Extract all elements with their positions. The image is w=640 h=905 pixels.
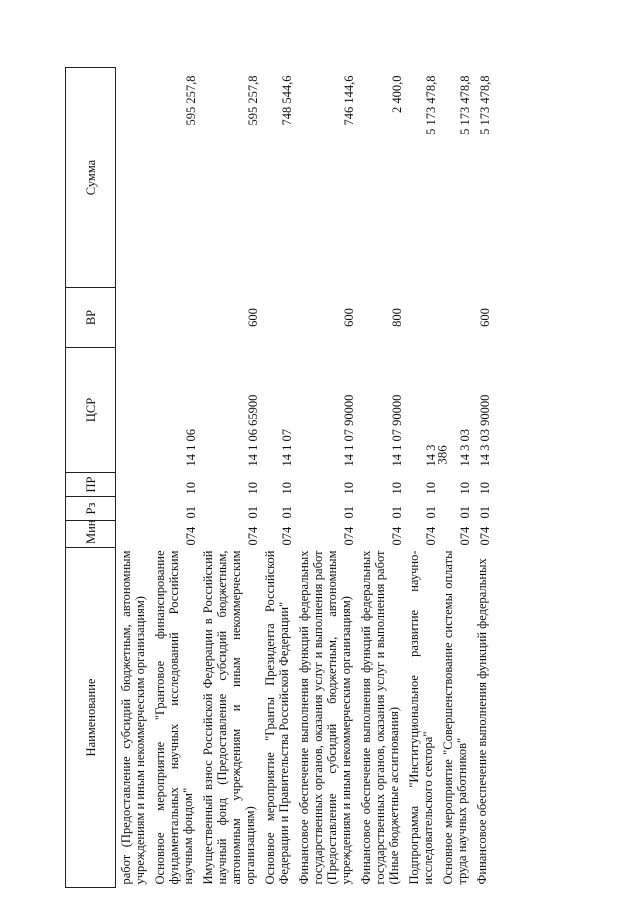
header-name: Наименование <box>66 548 116 888</box>
cell-rz: 01 <box>184 506 198 519</box>
cell-name: работ (Предоставление субсидий бюджетным, автономным учреждениям и иным некоммерческим организациям) <box>119 550 147 885</box>
cell-rz <box>116 497 151 521</box>
cell-name: Финансовое обеспечение выполнения функций федеральных государственных органов, оказания услуг и выполнения работ (Предоставление субсидий бюджетным, автономным учреждениям и иным некоммерческим организациям) <box>297 550 353 885</box>
cell-vr <box>116 288 151 348</box>
cell-pr: 10 <box>342 482 356 495</box>
cell-name: Имущественный взнос Российской Федерации в Российский научный фонд (Предоставление субсидий бюджетным, автономным учреждениям и иным некоммерческим организациям) <box>201 550 257 885</box>
cell-pr: 10 <box>458 482 472 495</box>
cell-sum: 5 173 478,8 <box>424 75 438 135</box>
cell-rz: 01 <box>246 506 260 519</box>
cell-rz: 01 <box>342 506 356 519</box>
table-row <box>198 68 260 888</box>
table-row <box>356 68 404 888</box>
table-row <box>472 68 492 888</box>
table-body <box>116 68 493 888</box>
cell-min: 074 <box>458 526 472 546</box>
cell-min: 074 <box>478 526 492 546</box>
page-number: 386 <box>434 445 450 465</box>
cell-vr: 600 <box>342 308 356 327</box>
cell-name: Финансовое обеспечение выполнения функций федеральных государственных органов, оказания услуг и выполнения работ (Иные бюджетные ассигнования) <box>359 550 401 885</box>
cell-rz: 01 <box>424 506 438 519</box>
header-rz: Рз <box>66 497 116 521</box>
cell-min: 074 <box>246 526 260 546</box>
cell-min: 074 <box>390 526 404 546</box>
rotated-page <box>65 68 575 888</box>
table-row <box>404 68 438 888</box>
table-row <box>438 68 472 888</box>
header-min: Мин <box>66 521 116 548</box>
header-pr: ПР <box>66 473 116 497</box>
table-header-row <box>66 68 116 888</box>
cell-min: 074 <box>184 526 198 546</box>
cell-sum: 2 400,0 <box>390 75 404 113</box>
cell-min: 074 <box>280 526 294 546</box>
cell-vr <box>150 288 198 348</box>
cell-pr: 10 <box>424 482 438 495</box>
cell-rz: 01 <box>458 506 472 519</box>
cell-vr: 600 <box>246 308 260 327</box>
header-sum: Сумма <box>66 68 116 288</box>
cell-vr: 600 <box>478 308 492 327</box>
cell-pr: 10 <box>184 482 198 495</box>
cell-name: Подпрограмма "Институциональное развитие научно-исследовательского сектора" <box>407 550 435 885</box>
cell-rz: 01 <box>478 506 492 519</box>
cell-csr: 14 1 07 90000 <box>342 394 356 467</box>
table-row <box>150 68 198 888</box>
cell-pr <box>116 473 151 497</box>
cell-sum: 5 173 478,8 <box>458 75 472 135</box>
cell-min: 074 <box>424 526 438 546</box>
cell-csr: 14 1 07 90000 <box>390 394 404 467</box>
cell-sum: 746 144,6 <box>342 75 356 126</box>
cell-sum <box>116 68 151 288</box>
cell-vr: 800 <box>390 308 404 327</box>
budget-table <box>65 67 492 888</box>
cell-csr: 14 1 07 <box>280 429 294 467</box>
cell-sum: 748 544,6 <box>280 75 294 126</box>
cell-csr: 14 1 06 <box>184 429 198 467</box>
cell-vr <box>260 288 294 348</box>
cell-sum: 595 257,8 <box>246 75 260 126</box>
cell-name: Основное мероприятие "Совершенствование системы оплаты труда научных работников" <box>441 550 469 885</box>
cell-vr <box>438 288 472 348</box>
cell-csr: 14 1 06 65900 <box>246 394 260 467</box>
cell-rz: 01 <box>390 506 404 519</box>
table-row <box>260 68 294 888</box>
cell-min <box>116 521 151 548</box>
table-row <box>294 68 356 888</box>
cell-pr: 10 <box>246 482 260 495</box>
cell-csr: 14 3 <box>424 444 438 467</box>
header-csr: ЦСР <box>66 348 116 473</box>
cell-vr <box>404 288 438 348</box>
cell-min: 074 <box>342 526 356 546</box>
cell-name: Финансовое обеспечение выполнения функций федеральных <box>475 558 489 885</box>
cell-csr: 14 3 03 90000 <box>478 394 492 467</box>
cell-rz: 01 <box>280 506 294 519</box>
cell-sum: 595 257,8 <box>184 75 198 126</box>
cell-pr: 10 <box>280 482 294 495</box>
cell-csr: 14 3 03 <box>458 429 472 467</box>
cell-csr <box>116 348 151 473</box>
cell-pr: 10 <box>478 482 492 495</box>
cell-name: Основное мероприятие "Гранты Президента Российской Федерации и Правительства Российской Федерации" <box>263 550 291 885</box>
cell-pr: 10 <box>390 482 404 495</box>
header-vr: ВР <box>66 288 116 348</box>
cell-name: Основное мероприятие "Грантовое финансирование фундаментальных научных исследований Российским научным фондом" <box>153 550 195 885</box>
table-row <box>116 68 151 888</box>
cell-sum: 5 173 478,8 <box>478 75 492 135</box>
